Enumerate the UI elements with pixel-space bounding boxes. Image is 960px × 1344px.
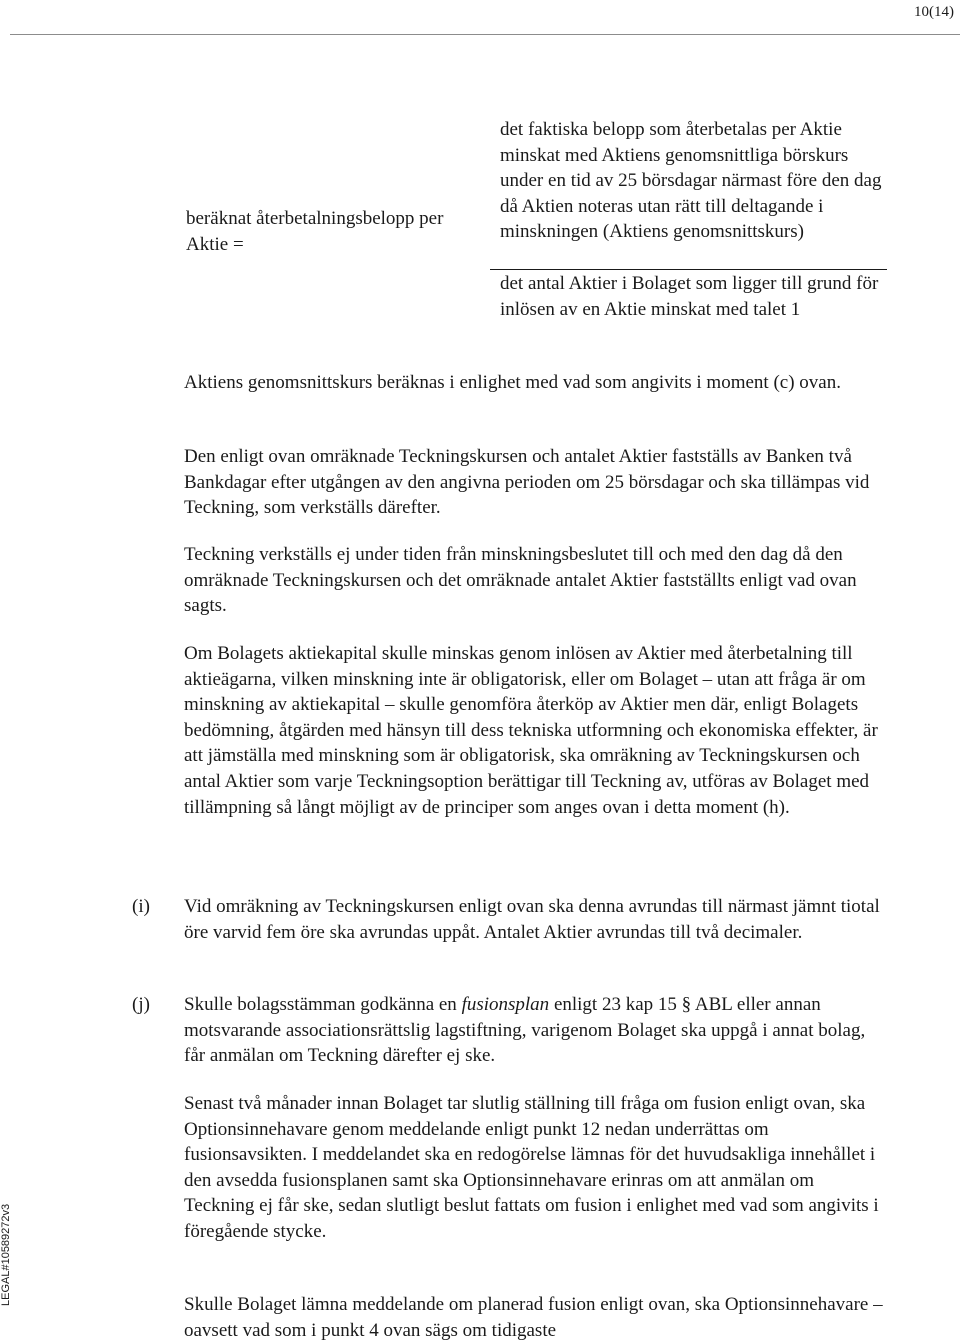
formula-label: beräknat återbetalningsbelopp per Aktie =	[186, 208, 444, 255]
formula-numerator: det faktiska belopp som återbetalas per Aktie minskat med Aktiens genomsnittliga börskurs under en tid av 25 börsdagar närmast före den dag då Aktien noteras utan rätt till deltagande i minskningen (Aktiens genomsnittskurs)	[500, 119, 882, 243]
paragraph-fusion-meddelande: Senast två månader innan Bolaget tar slutlig ställning till fråga om fusion enligt ovan, ska Optionsinnehavare genom meddelande enligt punkt 12 nedan underrättas om fusionsavsikten. I meddelandet ska en redogörelse lämnas för det huvudsakliga innehållet i den avsedda fusionsplanen samt ska Optionsinnehavare erinras om att anmälan om Teckning ej får ske, sedan slutligt beslut fattats om fusion i enlighet med vad som angivits i föregående stycke.	[184, 1093, 879, 1242]
formula-denominator: det antal Aktier i Bolaget som ligger till grund för inlösen av en Aktie minskat med talet 1	[500, 273, 879, 320]
item-text-j-italic: fusionsplan	[461, 994, 550, 1015]
header-rule	[10, 34, 960, 35]
item-text-j-after: enligt 23 kap 15 § ABL eller annan motsvarande associationsrättslig lagstiftning, varigenom Bolaget ska uppgå i annat bolag, får anmälan om Teckning därefter ej ske.	[184, 994, 866, 1067]
page-number: 10(14)	[914, 4, 954, 20]
item-text-i: Vid omräkning av Teckningskursen enligt ovan ska denna avrundas till närmast jämnt tiotal öre varvid fem öre ska avrundas uppåt. Antalet Aktier avrundas till två decimaler.	[184, 896, 880, 943]
paragraph-genomsnittskurs: Aktiens genomsnittskurs beräknas i enlighet med vad som angivits i moment (c) ovan.	[184, 372, 841, 393]
document-id: LEGAL#10589272v3	[0, 1203, 12, 1306]
item-label-i: (i)	[132, 896, 150, 917]
item-text-j	[184, 992, 884, 1069]
item-label-j: (j)	[132, 994, 150, 1015]
item-text-j-before: Skulle bolagsstämman godkänna en	[184, 994, 462, 1015]
paragraph-teckning-verkstalls: Teckning verkställs ej under tiden från minskningsbeslutet till och med den dag då den omräknade Teckningskursen och det omräknade antalet Aktier fastställts enligt vad ovan sagts.	[184, 544, 857, 617]
paragraph-faststallande: Den enligt ovan omräknade Teckningskursen och antalet Aktier fastställs av Banken två Bankdagar efter utgången av den angivna perioden om 25 börsdagar och ska tillämpas vid Teckning, som verkställs därefter.	[184, 446, 870, 519]
fraction-bar	[490, 269, 887, 270]
paragraph-minskning: Om Bolagets aktiekapital skulle minskas genom inlösen av Aktier med återbetalning till aktieägarna, vilken minskning inte är obligatorisk, eller om Bolaget – utan att fråga är om minskning av aktiekapital – skulle genomföra återköp av Aktier men där, enligt Bolagets bedömning, åtgärden med hänsyn till dess tekniska utformning och ekonomiska effekter, är att jämställa med minskning som är obligatorisk, ska omräkning av Teckningskursen och antal Aktier som varje Teckningsoption berättigar till Teckning av, utföras av Bolaget med tillämpning så långt möjligt av de principer som anges ovan i detta moment (h).	[184, 643, 878, 818]
paragraph-fusion-planerad: Skulle Bolaget lämna meddelande om planerad fusion enligt ovan, ska Optionsinnehavare – oavsett vad som i punkt 4 ovan sägs om tidigaste	[184, 1294, 883, 1341]
